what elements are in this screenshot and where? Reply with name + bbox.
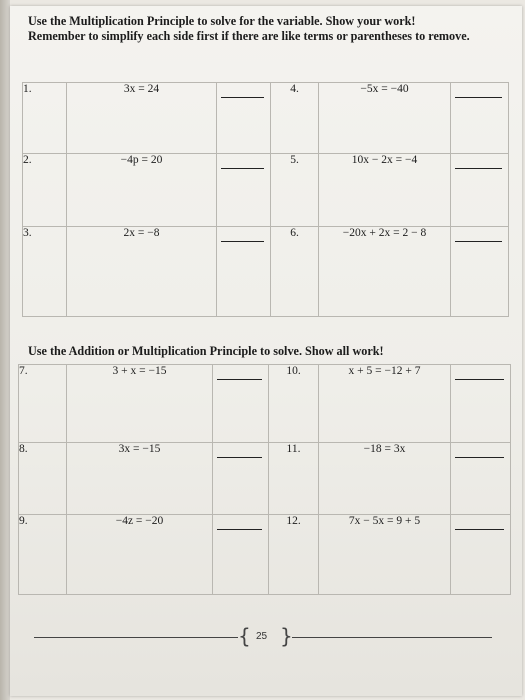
answer-line <box>455 457 504 458</box>
problem-equation: 7x − 5x = 9 + 5 <box>319 515 451 595</box>
table-row <box>23 227 509 317</box>
answer-line <box>455 379 504 380</box>
table-row <box>19 443 511 515</box>
answer-blank[interactable] <box>217 83 271 154</box>
answer-line <box>217 457 262 458</box>
section-2-title: Use the Addition or Multiplication Principle to solve. Show all work! <box>28 344 384 358</box>
problem-number: 10. <box>269 365 319 443</box>
left-brace-decoration: { <box>238 624 251 648</box>
problem-grid-1 <box>22 82 509 317</box>
problem-equation: 3 + x = −15 <box>67 365 213 443</box>
answer-blank[interactable] <box>213 365 269 443</box>
problem-equation: −20x + 2x = 2 − 8 <box>319 227 451 317</box>
answer-line <box>221 241 264 242</box>
problem-number: 8. <box>19 443 67 515</box>
page-edge-shadow <box>0 0 10 700</box>
answer-blank[interactable] <box>451 443 511 515</box>
answer-line <box>455 97 502 98</box>
problem-equation: −4p = 20 <box>67 154 217 227</box>
answer-line <box>455 168 502 169</box>
problem-equation: 3x = 24 <box>67 83 217 154</box>
problem-number: 7. <box>19 365 67 443</box>
footer-rule-right <box>292 637 492 638</box>
problem-equation: 3x = −15 <box>67 443 213 515</box>
problem-number: 12. <box>269 515 319 595</box>
answer-blank[interactable] <box>217 154 271 227</box>
page-number: 25 <box>256 631 268 642</box>
answer-line <box>221 168 264 169</box>
answer-line <box>455 529 504 530</box>
answer-line <box>455 241 502 242</box>
problem-equation: 2x = −8 <box>67 227 217 317</box>
problem-number: 2. <box>23 154 67 227</box>
table-row <box>19 365 511 443</box>
problem-number: 5. <box>271 154 319 227</box>
table-row <box>19 515 511 595</box>
problem-equation: −4z = −20 <box>67 515 213 595</box>
problem-number: 11. <box>269 443 319 515</box>
answer-line <box>217 379 262 380</box>
answer-blank[interactable] <box>451 154 509 227</box>
instructions <box>28 14 488 44</box>
answer-line <box>217 529 262 530</box>
instruction-line-1: Use the Multiplication Principle to solve for the variable. Show your work! <box>28 14 416 28</box>
problem-number: 6. <box>271 227 319 317</box>
problem-grid-2 <box>18 364 511 595</box>
problem-number: 3. <box>23 227 67 317</box>
problem-equation: −5x = −40 <box>319 83 451 154</box>
table-row <box>23 83 509 154</box>
answer-line <box>221 97 264 98</box>
answer-blank[interactable] <box>451 227 509 317</box>
answer-blank[interactable] <box>213 443 269 515</box>
problem-number: 1. <box>23 83 67 154</box>
problem-number: 4. <box>271 83 319 154</box>
problem-equation: −18 = 3x <box>319 443 451 515</box>
answer-blank[interactable] <box>217 227 271 317</box>
problem-number: 9. <box>19 515 67 595</box>
problem-equation: 10x − 2x = −4 <box>319 154 451 227</box>
footer-rule-left <box>34 637 238 638</box>
problem-equation: x + 5 = −12 + 7 <box>319 365 451 443</box>
answer-blank[interactable] <box>451 515 511 595</box>
answer-blank[interactable] <box>451 83 509 154</box>
instruction-line-2: Remember to simplify each side first if there are like terms or parentheses to remove. <box>28 29 470 43</box>
answer-blank[interactable] <box>213 515 269 595</box>
table-row <box>23 154 509 227</box>
answer-blank[interactable] <box>451 365 511 443</box>
right-brace-decoration: } <box>280 624 293 648</box>
